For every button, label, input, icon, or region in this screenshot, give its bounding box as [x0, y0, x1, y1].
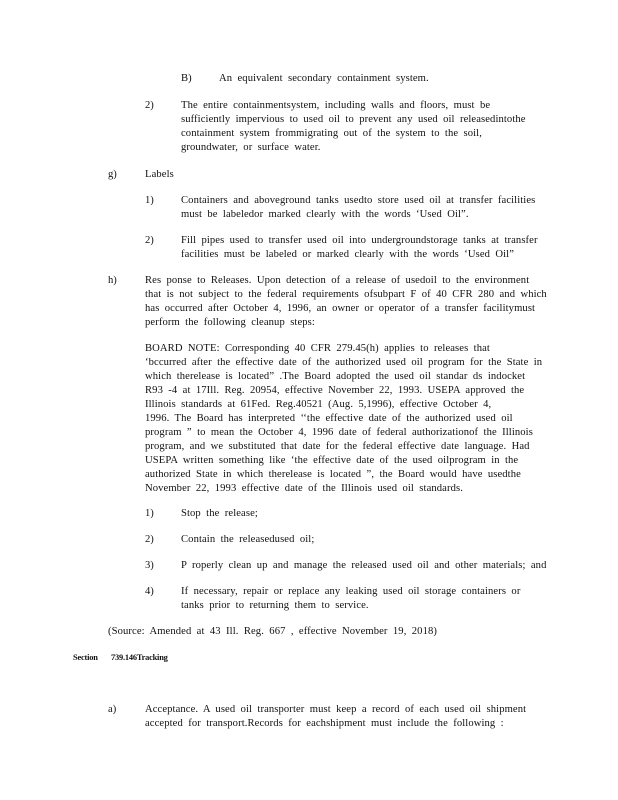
item-marker: 2) — [145, 235, 154, 246]
item-marker: 2) — [145, 100, 154, 111]
board-note-line: R93 -4 at 17Ill. Reg. 20954, effective November 22, 1993. USEPA approved the — [145, 385, 525, 396]
item-marker: 3) — [145, 560, 154, 571]
board-note-line: which therelease is located” .The Board adopted the used oil standar ds indocket — [145, 371, 526, 382]
board-note-line: USEPA written something like ‘the effective date of the used oilprogram in the — [145, 455, 519, 466]
item-marker: g) — [108, 169, 117, 180]
board-note-line: Illinois standards at 61Fed. Reg.40521 (Aug. 5,1996), effective October 4, — [145, 399, 492, 410]
board-note-line: 1996. The Board has interpreted ‘‘the effective date of the authorized used oil — [145, 413, 513, 424]
item-marker: a) — [108, 704, 117, 715]
section-label: Section — [73, 653, 98, 662]
text-line: has occurred after October 4, 1996, an owner or operator of a transfer facilitymust — [145, 303, 536, 314]
text-line: If necessary, repair or replace any leaking used oil storage containers or — [181, 586, 521, 597]
item-marker: h) — [108, 275, 117, 286]
text-line: Acceptance. A used oil transporter must keep a record of each used oil shipment — [145, 704, 527, 715]
text-line: Stop the release; — [181, 508, 258, 519]
text-line: Contain the releasedused oil; — [181, 534, 315, 545]
board-note-line: November 22, 1993 effective date of the Illinois used oil standards. — [145, 483, 463, 494]
source-note: (Source: Amended at 43 Ill. Reg. 667 , effective November 19, 2018) — [108, 626, 438, 637]
item-marker: B) — [181, 73, 192, 84]
text-line: P roperly clean up and manage the released used oil and other materials; and — [181, 560, 547, 571]
text-line: facilities must be labeled or marked clearly with the words ‘Used Oil” — [181, 249, 515, 260]
item-marker: 1) — [145, 195, 154, 206]
text-line: tanks prior to returning them to service. — [181, 600, 369, 611]
text-line: must be labeledor marked clearly with the words ‘Used Oil”. — [181, 209, 469, 220]
text-line: The entire containmentsystem, including walls and floors, must be — [181, 100, 491, 111]
text-line: sufficiently impervious to used oil to prevent any used oil releasedintothe — [181, 114, 526, 125]
text-line: containment system frommigrating out of the system to the soil, — [181, 128, 482, 139]
section-title: 739.146Tracking — [111, 653, 168, 662]
text-line: Fill pipes used to transfer used oil into undergroundstorage tanks at transfer — [181, 235, 538, 246]
text-line: groundwater, or surface water. — [181, 142, 321, 153]
text-line: perform the following cleanup steps: — [145, 317, 315, 328]
item-marker: 2) — [145, 534, 154, 545]
text-line: An equivalent secondary containment system. — [219, 73, 429, 84]
board-note-line: authorized State in which therelease is located ”, the Board would have usedthe — [145, 469, 521, 480]
board-note-line: program ” to mean the October 4, 1996 date of federal authorizationof the Illinois — [145, 427, 533, 438]
text-line: accepted for transport.Records for eachshipment must include the following : — [145, 718, 504, 729]
board-note-line: BOARD NOTE: Corresponding 40 CFR 279.45(h) applies to releases that — [145, 343, 490, 354]
item-marker: 4) — [145, 586, 154, 597]
board-note-line: ‘bccurred after the effective date of the authorized used oil program for the State in — [145, 357, 543, 368]
text-line: Containers and aboveground tanks usedto store used oil at transfer facilities — [181, 195, 536, 206]
text-line: that is not subject to the federal requirements ofsubpart F of 40 CFR 280 and which — [145, 289, 547, 300]
item-marker: 1) — [145, 508, 154, 519]
subsection-heading: Labels — [145, 169, 174, 180]
text-line: Res ponse to Releases. Upon detection of a release of usedoil to the environment — [145, 275, 530, 286]
board-note-line: program, and we substituted that date for the federal effective date language. Had — [145, 441, 530, 452]
